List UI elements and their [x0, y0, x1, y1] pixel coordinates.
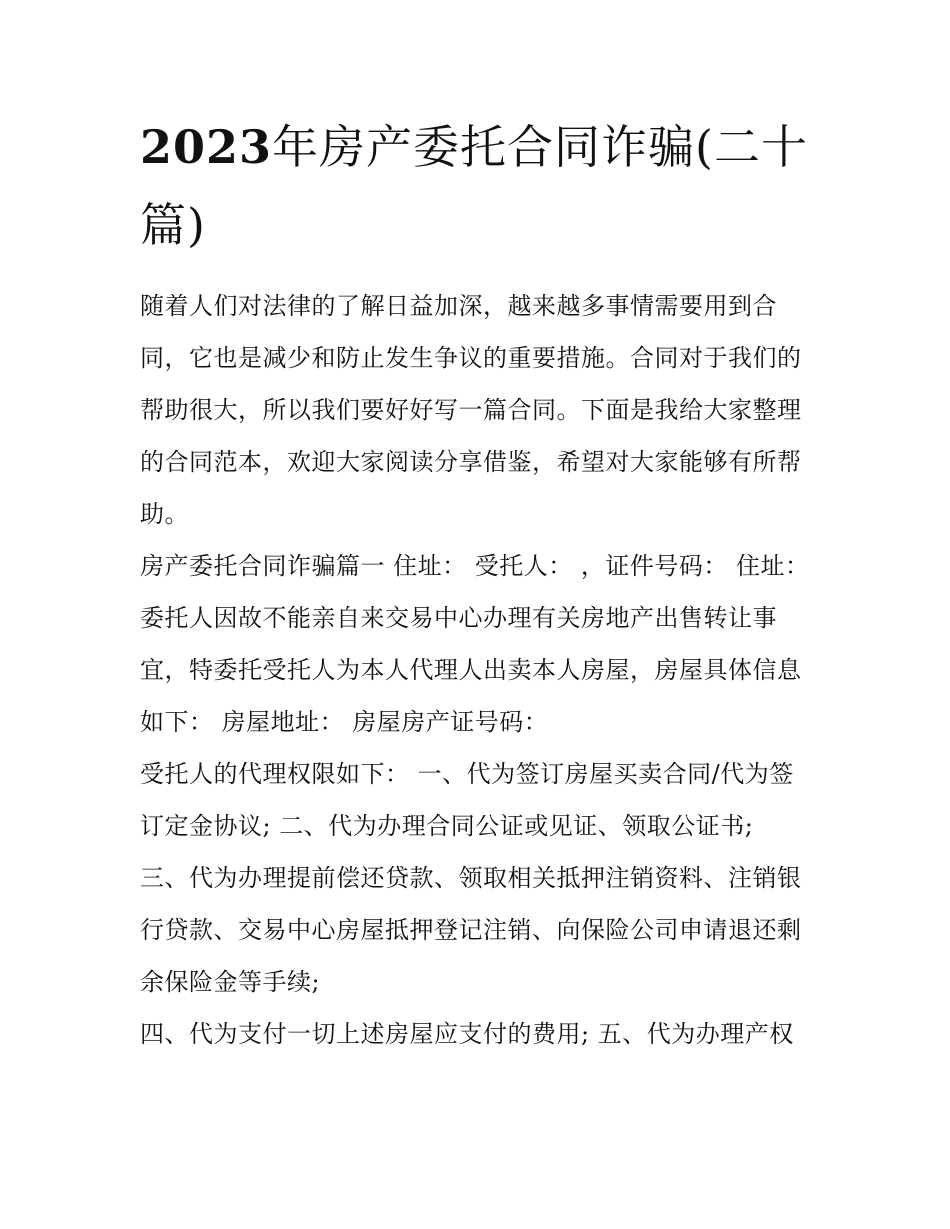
intro-paragraph: 随着人们对法律的了解日益加深，越来越多事情需要用到合同，它也是减少和防止发生争议的重要措施。合同对于我们的帮助很大，所以我们要好好写一篇合同。下面是我给大家整理的合同范本，欢迎大家阅读分享借鉴，希望对大家能够有所帮助。 [140, 292, 802, 528]
title-text: 年房产委托合同诈骗(二十篇) [140, 120, 808, 252]
loan-clause-paragraph: 三、代为办理提前偿还贷款、领取相关抵押注销资料、注销银行贷款、交易中心房屋抵押登记注销、向保险公司申请退还剩余保险金等手续; [140, 864, 802, 996]
document-title [140, 108, 812, 264]
title-year: 2023 [140, 120, 273, 174]
payment-clause-paragraph: 四、代为支付一切上述房屋应支付的费用; 五、代为办理产权 [140, 1020, 794, 1048]
document-body [140, 108, 812, 1060]
authority-paragraph: 受托人的代理权限如下： 一、代为签订房屋买卖合同/代为签订定金协议; 二、代为办理合同公证或见证、领取公证书; [140, 760, 794, 840]
entrustment-paragraph: 委托人因故不能亲自来交易中心办理有关房地产出售转让事宜，特委托受托人为本人代理人出卖本人房屋，房屋具体信息如下： 房屋地址： 房屋房产证号码： [140, 604, 802, 736]
party-info-paragraph: 房产委托合同诈骗篇一 住址： 受托人： ，证件号码： 住址： [140, 552, 810, 580]
